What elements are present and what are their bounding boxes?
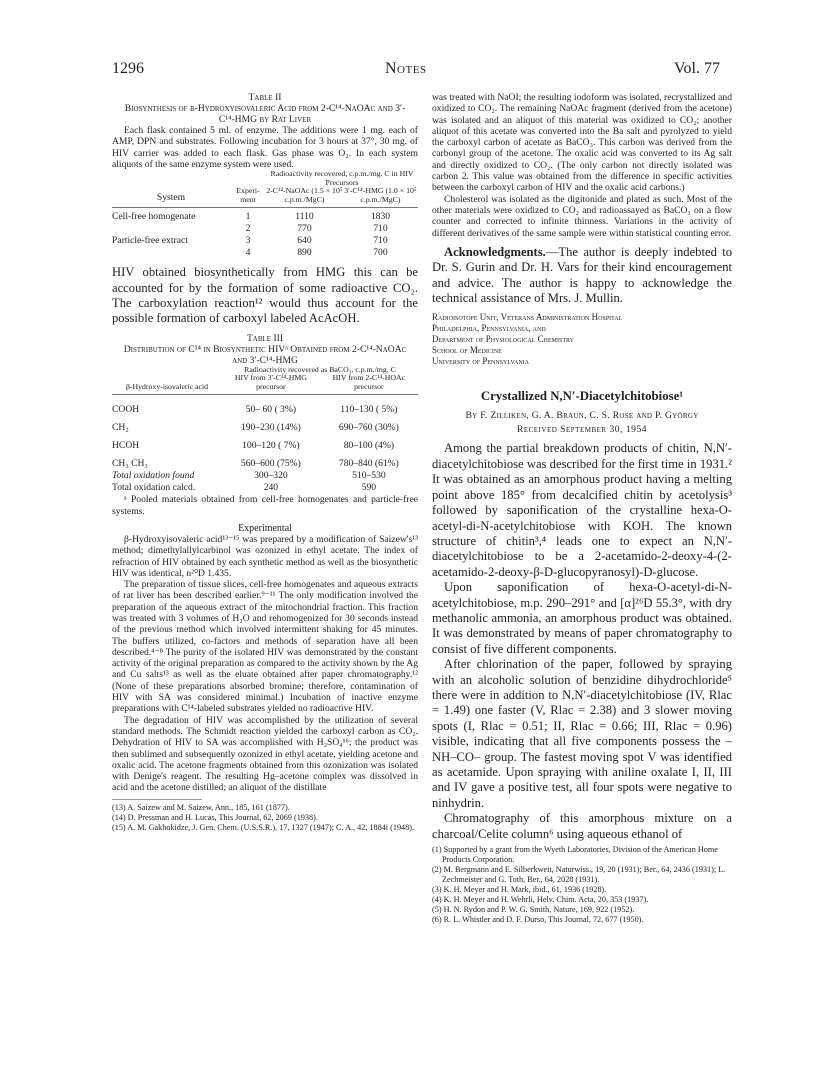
table-row: COOH 50– 60 ( 3%) 110–130 ( 5%) bbox=[112, 404, 398, 416]
page-header bbox=[0, 60, 828, 82]
table-row: Cell-free homogenate 1 1110 1830 bbox=[112, 211, 391, 223]
left-column bbox=[112, 92, 418, 833]
table-row: 4 890 700 bbox=[245, 247, 388, 259]
table3-col-hoac: HIV from 2-C¹⁴-HOAc precursor bbox=[332, 373, 406, 391]
experimental-heading: Experimental bbox=[238, 522, 292, 534]
affiliation-line: School of Medicine bbox=[432, 345, 502, 356]
footnote-1: (1) Supported by a grant from the Wyeth Laboratories, Division of the American Home Products Corporation. bbox=[432, 845, 718, 865]
volume-label: Vol. 77 bbox=[674, 60, 720, 77]
footnote-6: (6) R. L. Whistler and D. F. Durso, This Journal, 72, 677 (1950). bbox=[432, 915, 644, 925]
table-row: 2 770 710 bbox=[245, 223, 388, 235]
footnote-2: (2) M. Bergmann and E. Silberkweit, Naturwiss., 19, 20 (1931); Ber., 64, 2436 (1931); L. Zechmeister and G. Toth, Ber., 64, 2028 (1931). bbox=[432, 865, 726, 885]
table3 bbox=[112, 366, 418, 495]
table2-caption: Biosynthesis of β-Hydroxyisovaleric Acid from 2-C¹⁴-NaOAc and 3′-C¹⁴-HMG by Rat Liver bbox=[124, 103, 406, 125]
affiliation-line: University of Pennsylvania bbox=[432, 356, 530, 367]
running-title: Notes bbox=[385, 60, 427, 77]
affiliation-line: Department of Physiological Chemistry bbox=[432, 334, 575, 345]
continued-text: was treated with NaOI; the resulting iodoform was isolated, recrystallized and oxidized to CO₂. The remaining NaOAc fragment (derived from the acetone) was isolated and an aliquot of this material was oxidized to CO₂; another aliquot of this acetate was converted into the Ba salt and pyrolyzed to yield the carboxyl carbon of acetate as BaCO₃. This carbon was derived from the carbonyl group of the acetone. The oxalic acid was converted to its Ag salt and directly oxidized to CO₂. (The only carbon not directly isolated was carbon 2. This value was obtained from the difference in specific activities between the carboxyl carbon of HIV and the oxalic acid carbons.) bbox=[432, 92, 732, 194]
table3-col-acid: β-Hydroxy-isovaleric acid bbox=[125, 381, 209, 391]
table3-caption: Distribution of C¹⁴ in Biosynthetic HIVᵃ Obtained from 2-C¹⁴-NaOAc and 3′-C¹⁴-HMG bbox=[123, 343, 407, 366]
article-received: Received September 30, 1954 bbox=[516, 424, 648, 436]
cholesterol-paragraph: Cholesterol was isolated as the digitonide and plated as such. Most of the other materials were oxidized to CO₂ and radioassayed as BaCO₃ on a flow counter and corrected to infinite thinness. Variations in the activity of different derivatives of the same sample were within statistical counting error. bbox=[432, 193, 732, 239]
article-title: Crystallized N,N′-Diacetylchitobiose¹ bbox=[480, 389, 684, 404]
footnote-divider bbox=[112, 799, 202, 800]
experimental-p1: β-Hydroxyisovaleric acid¹³⁻¹⁵ was prepared by a modification of Saizew's¹³ method; dimethylallylcarbinol was ozonized in ethyl acetate. The index of refraction of HIV obtained by each synthetic method as well as the biosynthetic HIV was identical, n²⁰D 1.435. bbox=[112, 533, 418, 579]
article-p1: Among the partial breakdown products of chitin, N,N′-diacetylchitobiose was described for the first time in 1931.² It was obtained as an amorphous product having a melting point above 185° from decalcified chitin by acetolysis³ followed by saponification of the crystalline hexa-O-acetyl-di-N-acetylchitobiose with KOH. The known structure of chitin³,⁴ leads one to expect an N,N′-diacetylchitobiose to be a 2-acetamido-2-deoxy-4-(2-acetamido-2-deoxy-β-D-glucopyranosyl)-D-glucose. bbox=[432, 441, 732, 579]
table3-footnote: ᵃ Pooled materials obtained from cell-free homogenates and particle-free systems. bbox=[112, 494, 418, 517]
table-row: CH₃ CH₃ 560–600 (75%) 780–840 (61%) bbox=[112, 458, 399, 470]
experimental-p3: The degradation of HIV was accomplished by the utilization of several standard methods. The Schmidt reaction yielded the carboxyl carbon as CO₂. Dehydration of HIV to SA was accomplished with H₂SO₄¹⁶; the product was then sublimed and subsequently ozonized in ethyl acetate, yielding acetone and oxalic acid. The acetone fragments obtained from this ozonization was isolated with Denige's reagent. The resulting Hg–acetone complex was dissolved in acid and the acetone distilled; an aliquot of the distillate bbox=[112, 714, 418, 794]
experimental-p2: The preparation of tissue slices, cell-free homogenates and aqueous extracts of rat liver has been described earlier.⁹⁻¹¹ The only modification involved the preparation of the aqueous extract of the mitochondrial fraction. This fraction was treated with 3 volumes of H₂O and rehomogenized for 30 seconds instead of the previous method which involved intermittent shaking for 45 minutes. The buffers utilized, co-factors and methods of separation have all been described.⁴⁻⁸ The purity of the isolated HIV was demonstrated by the constant activity of the original preparation as compared to the activity shown by the Ag and Cu salts¹³ as well as the eluate obtained after paper chromatography.¹² (None of these preparations absorbed bromine; therefore, contamination of HIV with SA was considered minimal.) Incubation of inactive enzyme preparations with C¹⁴-labeled substrates yielded no radioactive HIV. bbox=[112, 579, 418, 715]
footnote-4: (4) K. H. Meyer and H. Wehrli, Helv. Chim. Acta, 20, 353 (1937). bbox=[432, 895, 649, 905]
affiliation-line: Radioisotope Unit, Veterans Administration Hospital bbox=[432, 312, 623, 323]
acknowledgments-text: —The author is deeply indebted to Dr. S. Gurin and Dr. H. Vars for their kind encouragement and advice. The author is happy to acknowledge the technical assistance of Mrs. J. Mullin. bbox=[432, 244, 732, 306]
table2-col-expt: Experi-ment bbox=[236, 186, 260, 204]
table2-col-system: System bbox=[156, 192, 186, 204]
footnote-3: (3) K. H. Meyer and H. Mark, ibid., 61, 1936 (1928). bbox=[432, 885, 607, 895]
table2 bbox=[112, 170, 418, 259]
table3-label: Table III bbox=[246, 332, 284, 344]
article-p4: Chromatography of this amorphous mixture on a charcoal/Celite column⁶ using aqueous ethanol of bbox=[432, 811, 732, 841]
acknowledgments-title: Acknowledgments. bbox=[444, 244, 546, 259]
right-column bbox=[432, 92, 732, 925]
page-number: 1296 bbox=[112, 60, 144, 77]
article-authors: By F. Zilliken, G. A. Braun, C. S. Rose and P. György bbox=[465, 410, 699, 422]
footnote-14: (14) D. Pressman and H. Lucas, This Journal, 62, 2069 (1938). bbox=[112, 812, 318, 822]
table2-label: Table II bbox=[248, 92, 282, 103]
affiliation-line: Philadelphia, Pennsylvania, and bbox=[432, 323, 546, 334]
table2-col-group: Radioactivity recovered, c.p.m./mg. C in HIV Precursors bbox=[270, 169, 414, 187]
table-row: Particle-free extract 3 640 710 bbox=[112, 235, 388, 247]
paragraph-hiv: HIV obtained biosynthetically from HMG this can be accounted for by the formation of some radioactive CO₂. The carboxylation reaction¹² would thus account for the possible formation of carboxyl labeled AcAcOH. bbox=[112, 265, 418, 326]
table-row: Total oxidation found 300–320 510–530 bbox=[112, 470, 386, 482]
table-row: CH₂ 190–230 (14%) 690–760 (30%) bbox=[112, 422, 399, 434]
table2-col-hmg: 3′-C¹⁴-HMG (1.0 × 10⁵ c.p.m./MgC) bbox=[344, 186, 417, 204]
article-p3: After chlorination of the paper, followed by spraying with an alcoholic solution of benzidine dihydrochloride⁵ there were in addition to N,N′-diacetylchitobiose (IV, Rlac = 1.49) one faster (V, Rlac = 2.38) and 3 slower moving spots (I, Rlac = 0.51; II, Rlac = 0.66; III, Rlac = 0.96) visible, indicating that all five components possess the –NH–CO– group. The fastest moving spot V was identified as acetamide. Upon spraying with aniline oxalate I, II, III and IV gave a positive test, all four spots were negative to ninhydrin. bbox=[432, 657, 732, 810]
table3-col-hmg: HIV from 3′-C¹⁴-HMG precursor bbox=[234, 373, 307, 391]
table3-col-group: Radioactivity recovered as BaCO₃, c.p.m./mg. C bbox=[244, 364, 396, 374]
table-row: Total oxidation calcd. 240 590 bbox=[112, 482, 377, 494]
footnote-15: (15) A. M. Gakhokidze, J. Gen. Chem. (U.S.S.R.), 17, 1327 (1947); C. A., 42, 1884i (1948). bbox=[112, 822, 415, 832]
table2-col-naoac: 2-C¹⁴-NaOAc (1.5 × 10⁵ c.p.m./MgC) bbox=[266, 186, 343, 204]
footnote-5: (5) H. N. Rydon and P. W. G. Smith, Nature, 169, 922 (1952). bbox=[432, 905, 635, 915]
footnote-13: (13) A. Saizew and M. Saizew, Ann., 185, 161 (1877). bbox=[112, 802, 290, 812]
table2-note: Each flask contained 5 ml. of enzyme. The additions were 1 mg. each of AMP, DPN and substrates. Following incubation for 3 hours at 37°, 30 mg. of HIV carrier was added to each flask. Gas phase was O₂. In each system aliquots of the same enzyme system were used. bbox=[112, 125, 418, 170]
article-p2: Upon saponification of hexa-O-acetyl-di-N-acetylchitobiose, m.p. 290–291° and [α]²⁶D 55.3°, with dry methanolic ammonia, an amorphous product was obtained. It was demonstrated by means of paper chromatography to consist of five different components. bbox=[432, 580, 732, 656]
acknowledgments bbox=[432, 245, 732, 307]
table-row: HCOH 100–120 ( 7%) 80–100 (4%) bbox=[112, 440, 395, 452]
